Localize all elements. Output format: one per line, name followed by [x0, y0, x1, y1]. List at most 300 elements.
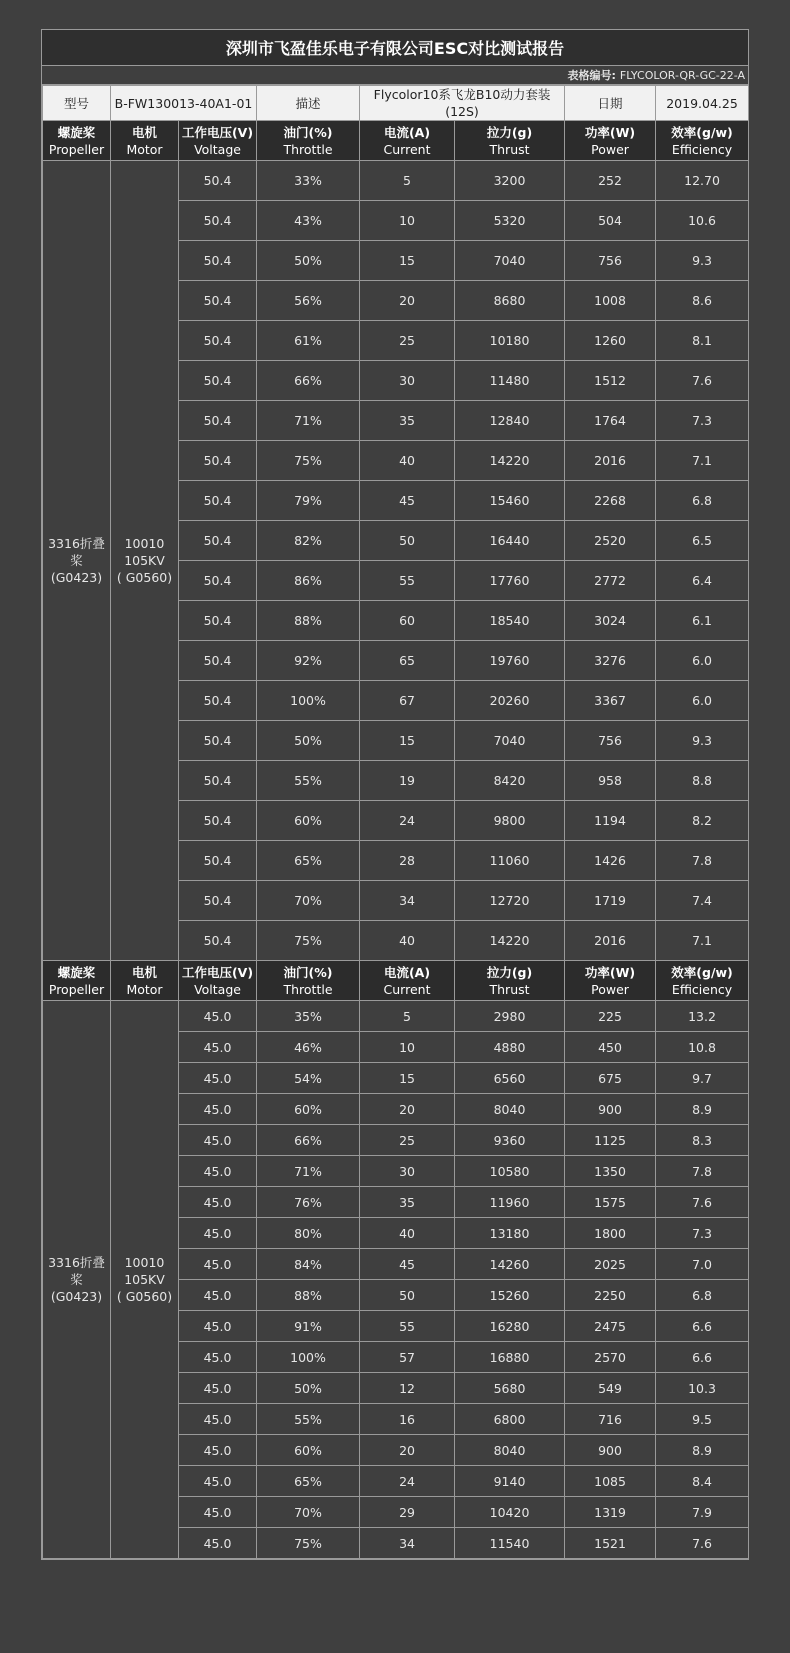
column-header-en: Efficiency [671, 981, 733, 997]
column-header-cn: 拉力(g) [486, 124, 533, 140]
column-header-cn: 拉力(g) [486, 964, 533, 980]
table-cell: 50.4 [179, 201, 257, 241]
table-cell: 10580 [455, 1156, 565, 1187]
table-cell: 100% [257, 1342, 360, 1373]
table-cell: 8040 [455, 1094, 565, 1125]
table-cell: 7.6 [656, 1187, 749, 1218]
table-cell: 88% [257, 1280, 360, 1311]
table-cell: 7.6 [656, 1528, 749, 1559]
column-header-en: Throttle [283, 981, 333, 997]
table-cell: 252 [565, 161, 656, 201]
table-cell: 1085 [565, 1466, 656, 1497]
table-cell: 75% [257, 441, 360, 481]
table-cell: 45.0 [179, 1404, 257, 1435]
table-cell: 30 [360, 361, 455, 401]
table-cell: 716 [565, 1404, 656, 1435]
table-cell: 18540 [455, 601, 565, 641]
table-cell: 50.4 [179, 241, 257, 281]
table-cell: 504 [565, 201, 656, 241]
table-row [43, 1001, 749, 1032]
table-cell: 11540 [455, 1528, 565, 1559]
table-cell: 50.4 [179, 161, 257, 201]
table-cell: 13.2 [656, 1001, 749, 1032]
table-cell: 55% [257, 761, 360, 801]
table-cell: 75% [257, 1528, 360, 1559]
column-header [43, 961, 111, 1001]
motor-line: ( G0560) [116, 570, 173, 585]
table-cell: 17760 [455, 561, 565, 601]
table-cell: 46% [257, 1032, 360, 1063]
table-cell: 33% [257, 161, 360, 201]
table-cell: 50.4 [179, 801, 257, 841]
table-cell: 71% [257, 1156, 360, 1187]
table-cell: 45.0 [179, 1094, 257, 1125]
table-cell: 60% [257, 801, 360, 841]
model-value: B-FW130013-40A1-01 [111, 86, 257, 121]
table-cell: 15260 [455, 1280, 565, 1311]
table-cell: 45 [360, 481, 455, 521]
column-header-en: Efficiency [671, 141, 733, 157]
table-cell: 65 [360, 641, 455, 681]
table-cell: 7.6 [656, 361, 749, 401]
table-cell: 50% [257, 1373, 360, 1404]
table-cell: 29 [360, 1497, 455, 1528]
table-cell: 15 [360, 721, 455, 761]
table-cell: 13180 [455, 1218, 565, 1249]
table-cell: 19 [360, 761, 455, 801]
table-cell: 55 [360, 561, 455, 601]
column-header-cn: 电机 [131, 964, 157, 980]
table-cell: 9140 [455, 1466, 565, 1497]
table-cell: 5 [360, 1001, 455, 1032]
table-cell: 20 [360, 281, 455, 321]
table-cell: 549 [565, 1373, 656, 1404]
table-cell: 6.6 [656, 1342, 749, 1373]
column-header [360, 121, 455, 161]
table-cell: 82% [257, 521, 360, 561]
table-cell: 50.4 [179, 561, 257, 601]
column-header-cn: 功率(W) [584, 124, 636, 140]
table-cell: 1719 [565, 881, 656, 921]
table-cell: 1194 [565, 801, 656, 841]
column-header-cn: 电机 [131, 124, 157, 140]
table-cell: 2016 [565, 921, 656, 961]
table-cell: 7040 [455, 721, 565, 761]
table-cell: 8.4 [656, 1466, 749, 1497]
table-cell: 6.0 [656, 681, 749, 721]
table-cell: 20260 [455, 681, 565, 721]
column-header-en: Propeller [48, 981, 105, 997]
table-cell: 86% [257, 561, 360, 601]
table-row [43, 161, 749, 201]
table-cell: 8.3 [656, 1125, 749, 1156]
table-cell: 50.4 [179, 921, 257, 961]
table-cell: 70% [257, 881, 360, 921]
table-cell: 7.8 [656, 1156, 749, 1187]
table-cell: 50.4 [179, 721, 257, 761]
column-header [179, 961, 257, 1001]
propeller-line: (G0423) [50, 570, 103, 585]
table-cell: 67 [360, 681, 455, 721]
table-cell: 61% [257, 321, 360, 361]
table-cell: 450 [565, 1032, 656, 1063]
table-cell: 9.7 [656, 1063, 749, 1094]
column-header [43, 121, 111, 161]
propeller-line: (G0423) [50, 1289, 103, 1304]
table-cell: 45.0 [179, 1187, 257, 1218]
table-cell: 10420 [455, 1497, 565, 1528]
table-cell: 50.4 [179, 441, 257, 481]
column-header [565, 961, 656, 1001]
table-cell: 50.4 [179, 761, 257, 801]
motor-line: 10010 [124, 1255, 165, 1270]
column-header-en: Propeller [48, 141, 105, 157]
table-cell: 50.4 [179, 681, 257, 721]
table-cell: 45.0 [179, 1373, 257, 1404]
table-cell: 10180 [455, 321, 565, 361]
table-cell: 45.0 [179, 1063, 257, 1094]
table-cell: 45.0 [179, 1001, 257, 1032]
table-cell: 84% [257, 1249, 360, 1280]
table-cell: 2250 [565, 1280, 656, 1311]
table-cell: 9.3 [656, 721, 749, 761]
column-header-cn: 效率(g/w) [671, 124, 733, 140]
table-cell: 8680 [455, 281, 565, 321]
column-header [179, 121, 257, 161]
table-cell: 45.0 [179, 1218, 257, 1249]
column-header-cn: 油门(%) [283, 124, 333, 140]
column-header [360, 961, 455, 1001]
column-header-cn: 螺旋桨 [57, 124, 96, 140]
table-cell: 50.4 [179, 881, 257, 921]
table-cell: 3367 [565, 681, 656, 721]
column-header-en: Throttle [283, 141, 333, 157]
table-cell: 8.9 [656, 1435, 749, 1466]
table-cell: 8420 [455, 761, 565, 801]
column-header-cn: 工作电压(V) [181, 964, 254, 980]
motor-cell [111, 161, 179, 961]
table-cell: 45.0 [179, 1528, 257, 1559]
table-cell: 100% [257, 681, 360, 721]
table-cell: 7.3 [656, 1218, 749, 1249]
table-cell: 11480 [455, 361, 565, 401]
column-header-cn: 螺旋桨 [57, 964, 96, 980]
table-cell: 45.0 [179, 1466, 257, 1497]
table-cell: 10 [360, 201, 455, 241]
table-cell: 45.0 [179, 1032, 257, 1063]
propeller-line: 3316折叠 [48, 536, 105, 551]
report-code-label: 表格编号: [567, 69, 616, 82]
table-cell: 70% [257, 1497, 360, 1528]
table-cell: 56% [257, 281, 360, 321]
table-cell: 9360 [455, 1125, 565, 1156]
table-cell: 675 [565, 1063, 656, 1094]
table-cell: 16 [360, 1404, 455, 1435]
column-header [257, 121, 360, 161]
table-cell: 16440 [455, 521, 565, 561]
table-cell: 25 [360, 1125, 455, 1156]
table-cell: 45.0 [179, 1156, 257, 1187]
column-header-cn: 效率(g/w) [671, 964, 733, 980]
table-cell: 7.1 [656, 921, 749, 961]
table-cell: 1319 [565, 1497, 656, 1528]
table-cell: 50.4 [179, 601, 257, 641]
table-cell: 50.4 [179, 401, 257, 441]
column-header [455, 961, 565, 1001]
table-cell: 45.0 [179, 1311, 257, 1342]
column-header-en: Voltage [194, 141, 241, 157]
column-header-row [43, 961, 749, 1001]
table-cell: 7040 [455, 241, 565, 281]
table-cell: 2475 [565, 1311, 656, 1342]
table-cell: 11960 [455, 1187, 565, 1218]
column-header-row [43, 121, 749, 161]
table-cell: 34 [360, 1528, 455, 1559]
table-cell: 7.8 [656, 841, 749, 881]
table-cell: 3276 [565, 641, 656, 681]
table-cell: 50.4 [179, 641, 257, 681]
table-cell: 1426 [565, 841, 656, 881]
table-cell: 54% [257, 1063, 360, 1094]
table-cell: 50.4 [179, 521, 257, 561]
report-code-value: FLYCOLOR-QR-GC-22-A [619, 68, 745, 82]
table-cell: 50% [257, 241, 360, 281]
propeller-cell [43, 1001, 111, 1559]
table-cell: 7.0 [656, 1249, 749, 1280]
table-cell: 1521 [565, 1528, 656, 1559]
column-header [111, 961, 179, 1001]
table-cell: 45.0 [179, 1125, 257, 1156]
table-cell: 60% [257, 1435, 360, 1466]
table-cell: 75% [257, 921, 360, 961]
table-cell: 40 [360, 1218, 455, 1249]
table-cell: 45.0 [179, 1249, 257, 1280]
motor-line: 10010 [124, 536, 165, 551]
table-cell: 15 [360, 1063, 455, 1094]
table-cell: 35 [360, 1187, 455, 1218]
table-cell: 958 [565, 761, 656, 801]
table-cell: 6.4 [656, 561, 749, 601]
table-cell: 55% [257, 1404, 360, 1435]
table-cell: 9.3 [656, 241, 749, 281]
table-cell: 5680 [455, 1373, 565, 1404]
table-cell: 7.9 [656, 1497, 749, 1528]
table-cell: 16280 [455, 1311, 565, 1342]
table-cell: 60% [257, 1094, 360, 1125]
table-cell: 1512 [565, 361, 656, 401]
table-cell: 50.4 [179, 481, 257, 521]
table-cell: 30 [360, 1156, 455, 1187]
table-cell: 4880 [455, 1032, 565, 1063]
table-cell: 9.5 [656, 1404, 749, 1435]
table-cell: 8.9 [656, 1094, 749, 1125]
motor-line: 105KV [124, 553, 165, 568]
table-cell: 50 [360, 1280, 455, 1311]
table-cell: 5320 [455, 201, 565, 241]
motor-cell [111, 1001, 179, 1559]
table-cell: 2570 [565, 1342, 656, 1373]
table-cell: 12 [360, 1373, 455, 1404]
table-cell: 80% [257, 1218, 360, 1249]
table-cell: 9800 [455, 801, 565, 841]
table-cell: 7.1 [656, 441, 749, 481]
motor-line: 105KV [124, 1272, 165, 1287]
column-header-cn: 电流(A) [383, 124, 431, 140]
table-cell: 8040 [455, 1435, 565, 1466]
column-header-en: Current [383, 981, 431, 997]
table-cell: 45.0 [179, 1342, 257, 1373]
table-cell: 45.0 [179, 1497, 257, 1528]
table-cell: 28 [360, 841, 455, 881]
table-cell: 3200 [455, 161, 565, 201]
table-cell: 1008 [565, 281, 656, 321]
propeller-cell [43, 161, 111, 961]
table-cell: 2016 [565, 441, 656, 481]
table-cell: 88% [257, 601, 360, 641]
table-cell: 19760 [455, 641, 565, 681]
table-cell: 43% [257, 201, 360, 241]
table-cell: 60 [360, 601, 455, 641]
table-cell: 10.3 [656, 1373, 749, 1404]
table-cell: 25 [360, 321, 455, 361]
column-header-en: Thrust [489, 141, 530, 157]
propeller-line: 桨 [70, 553, 83, 568]
column-header [455, 121, 565, 161]
table-cell: 1260 [565, 321, 656, 361]
table-cell: 12840 [455, 401, 565, 441]
column-header-en: Power [591, 141, 629, 157]
column-header [111, 121, 179, 161]
table-cell: 5 [360, 161, 455, 201]
table-cell: 50 [360, 521, 455, 561]
column-header-en: Voltage [194, 981, 241, 997]
report-code [42, 66, 748, 85]
table-cell: 14220 [455, 921, 565, 961]
table-cell: 1125 [565, 1125, 656, 1156]
column-header [656, 121, 749, 161]
table-cell: 3024 [565, 601, 656, 641]
table-cell: 40 [360, 441, 455, 481]
table-cell: 50.4 [179, 321, 257, 361]
table-cell: 11060 [455, 841, 565, 881]
table-cell: 14220 [455, 441, 565, 481]
table-cell: 91% [257, 1311, 360, 1342]
table-cell: 15 [360, 241, 455, 281]
info-row [43, 86, 749, 121]
table-cell: 34 [360, 881, 455, 921]
table-cell: 92% [257, 641, 360, 681]
table-cell: 10.6 [656, 201, 749, 241]
table-cell: 24 [360, 1466, 455, 1497]
table-cell: 50.4 [179, 361, 257, 401]
table-cell: 6.8 [656, 481, 749, 521]
table-cell: 20 [360, 1435, 455, 1466]
table-cell: 12720 [455, 881, 565, 921]
motor-line: ( G0560) [116, 1289, 173, 1304]
table-cell: 50.4 [179, 841, 257, 881]
table-cell: 1575 [565, 1187, 656, 1218]
table-cell: 12.70 [656, 161, 749, 201]
table-cell: 900 [565, 1094, 656, 1125]
table-cell: 6.0 [656, 641, 749, 681]
table-cell: 20 [360, 1094, 455, 1125]
table-cell: 10.8 [656, 1032, 749, 1063]
column-header [656, 961, 749, 1001]
column-header [565, 121, 656, 161]
table-cell: 45.0 [179, 1435, 257, 1466]
table-cell: 2268 [565, 481, 656, 521]
table-cell: 45 [360, 1249, 455, 1280]
column-header-cn: 工作电压(V) [181, 124, 254, 140]
table-cell: 35% [257, 1001, 360, 1032]
table-cell: 57 [360, 1342, 455, 1373]
desc-label: 描述 [257, 86, 360, 121]
table-cell: 10 [360, 1032, 455, 1063]
column-header-en: Thrust [489, 981, 530, 997]
column-header-cn: 电流(A) [383, 964, 431, 980]
table-cell: 45.0 [179, 1280, 257, 1311]
table-cell: 65% [257, 1466, 360, 1497]
table-cell: 6.1 [656, 601, 749, 641]
table-cell: 55 [360, 1311, 455, 1342]
propeller-line: 3316折叠 [48, 1255, 105, 1270]
table-cell: 1764 [565, 401, 656, 441]
table-cell: 35 [360, 401, 455, 441]
table-cell: 8.1 [656, 321, 749, 361]
table-cell: 756 [565, 241, 656, 281]
table-cell: 225 [565, 1001, 656, 1032]
model-label: 型号 [43, 86, 111, 121]
table-cell: 1350 [565, 1156, 656, 1187]
table-cell: 7.4 [656, 881, 749, 921]
column-header-cn: 油门(%) [283, 964, 333, 980]
table-cell: 6.8 [656, 1280, 749, 1311]
test-report-sheet [41, 29, 749, 1560]
table-cell: 2772 [565, 561, 656, 601]
table-cell: 1800 [565, 1218, 656, 1249]
table-cell: 66% [257, 361, 360, 401]
report-title: 深圳市飞盈佳乐电子有限公司ESC对比测试报告 [42, 30, 748, 66]
column-header-en: Power [591, 981, 629, 997]
table-cell: 16880 [455, 1342, 565, 1373]
table-cell: 6800 [455, 1404, 565, 1435]
table-cell: 2520 [565, 521, 656, 561]
table-cell: 15460 [455, 481, 565, 521]
table-cell: 65% [257, 841, 360, 881]
date-label: 日期 [565, 86, 656, 121]
table-cell: 8.2 [656, 801, 749, 841]
date-value: 2019.04.25 [656, 86, 749, 121]
table-cell: 50% [257, 721, 360, 761]
table-cell: 79% [257, 481, 360, 521]
propeller-line: 桨 [70, 1272, 83, 1287]
table-cell: 8.8 [656, 761, 749, 801]
column-header-en: Motor [126, 981, 163, 997]
table-cell: 6.6 [656, 1311, 749, 1342]
table-cell: 24 [360, 801, 455, 841]
column-header-cn: 功率(W) [584, 964, 636, 980]
table-cell: 40 [360, 921, 455, 961]
table-cell: 14260 [455, 1249, 565, 1280]
table-cell: 2980 [455, 1001, 565, 1032]
column-header-en: Motor [126, 141, 163, 157]
table-cell: 71% [257, 401, 360, 441]
table-cell: 76% [257, 1187, 360, 1218]
table-cell: 2025 [565, 1249, 656, 1280]
table-cell: 756 [565, 721, 656, 761]
table-cell: 7.3 [656, 401, 749, 441]
column-header [257, 961, 360, 1001]
